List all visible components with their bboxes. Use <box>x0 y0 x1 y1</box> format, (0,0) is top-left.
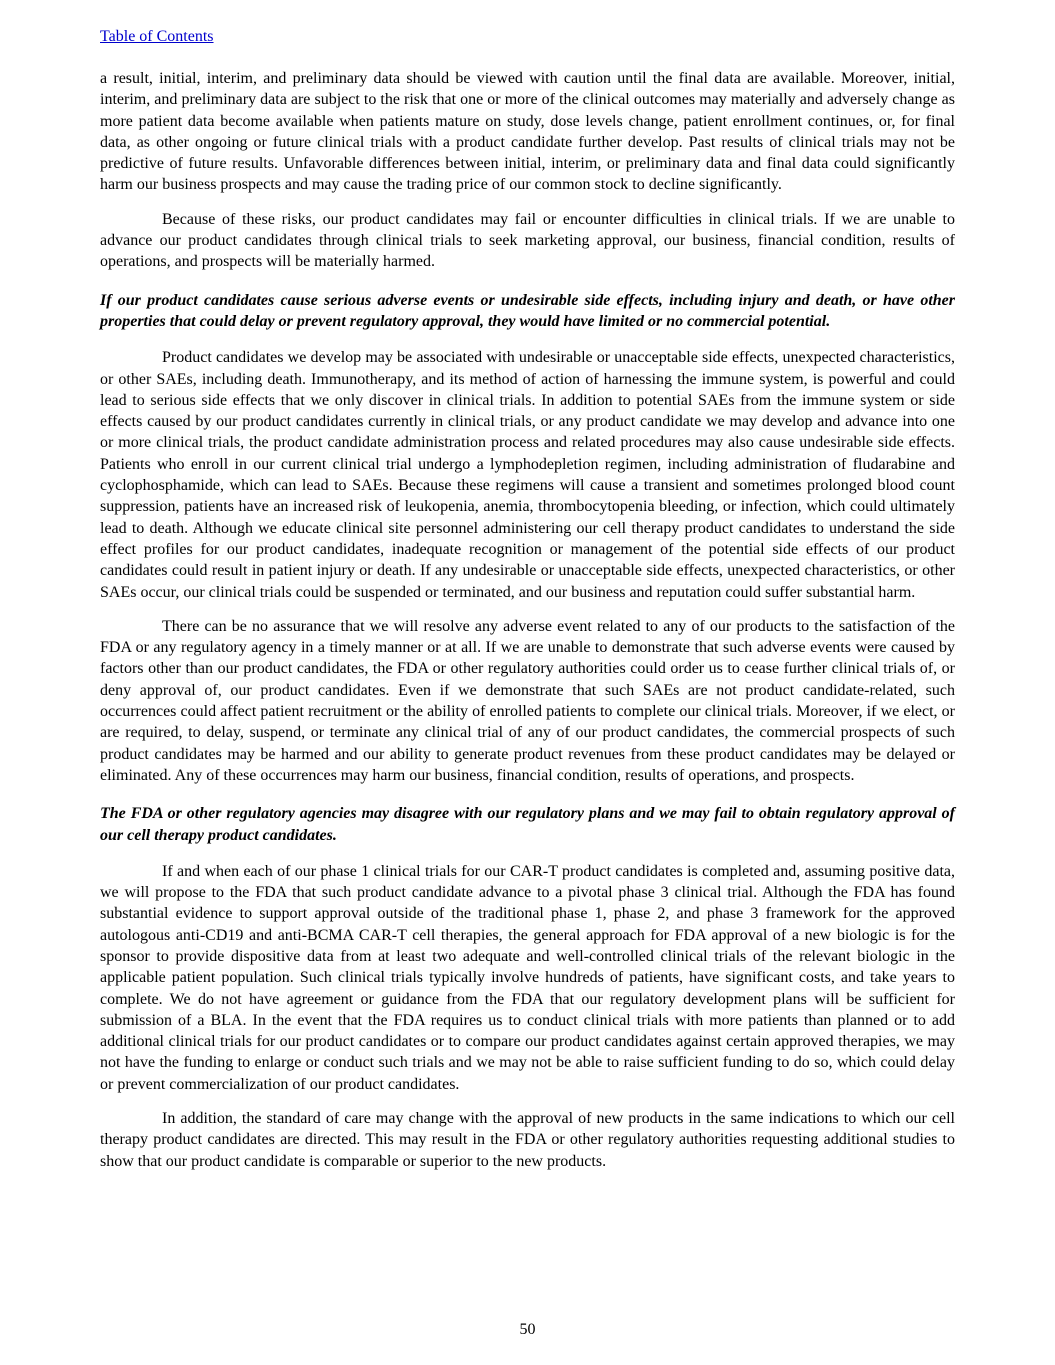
body-paragraph: Product candidates we develop may be associated with undesirable or unacceptable side effects, unexpected characteristics, or other SAEs, including death. Immunotherapy, and its method of action of harnessing the immune system, is powerful and could lead to serious side effects that we only discover in clinical trials. In addition to potential SAEs from the immune system or side effects caused by our product candidates currently in clinical trials, or any product candidate we may develop and advance into one or more clinical trials, the product candidate administration process and related procedures may also cause undesirable side effects. Patients who enroll in our current clinical trial undergo a lymphodepletion regimen, including administration of fludarabine and cyclophosphamide, which can lead to SAEs. Because these regimens will cause a transient and sometimes prolonged blood count suppression, patients have an increased risk of leukopenia, anemia, thrombocytopenia bleeding, or infection, which could ultimately lead to death. Although we educate clinical site personnel administering our cell therapy product candidates to understand the side effect profiles for our product candidates, inadequate recognition or management of the potential side effects of our product candidates could result in patient injury or death. If any undesirable or unacceptable side effects, unexpected characteristics, or other SAEs occur, our clinical trials could be suspended or terminated, and our business and reputation could suffer substantial harm. <box>100 349 955 601</box>
body-paragraph: If and when each of our phase 1 clinical trials for our CAR-T product candidates is completed and, assuming positive data, we will propose to the FDA that such product candidate advance to a pivotal phase 3 clinical trial. Although the FDA has found substantial evidence to support approval outside of the traditional phase 1, phase 2, and phase 3 framework for the approved autologous anti-CD19 and anti-BCMA CAR-T cell therapies, the general approach for FDA approval of a new biologic is for the sponsor to provide dispositive data from at least two adequate and well-controlled clinical trials of the relevant biologic in the applicable patient population. Such clinical trials typically involve hundreds of patients, have significant costs, and take years to complete. We do not have agreement or guidance from the FDA that our regulatory development plans will be sufficient for submission of a BLA. In the event that the FDA requires us to conduct clinical trials with more patients than planned or to add additional clinical trials for our product candidates or to compare our product candidates against certain approved therapies, we may not have the funding to enlarge or conduct such trials and we may not be able to raise sufficient funding to do so, which could delay or prevent commercialization of our product candidates. <box>100 862 955 1093</box>
body-paragraph: Because of these risks, our product candidates may fail or encounter difficulties in clinical trials. If we are unable to advance our product candidates through clinical trials to seek marketing approval, our business, financial condition, results of operations, and prospects will be materially harmed. <box>100 210 955 271</box>
risk-factor-heading: The FDA or other regulatory agencies may disagree with our regulatory plans and we may fail to obtain regulatory approval of our cell therapy product candidates. <box>100 805 955 844</box>
body-paragraph: a result, initial, interim, and preliminary data should be viewed with caution until the final data are available. Moreover, initial, interim, and preliminary data are subject to the risk that one or more of the clinical outcomes may materially and adversely change as more patient data become available when patients mature on study, dose levels change, patient enrollment continues, or, for final data, as other ongoing or future clinical trials with a product candidate further develop. Past results of clinical trials may not be predictive of future results. Unfavorable differences between initial, interim, or preliminary data and final data could significantly harm our business prospects and may cause the trading price of our common stock to decline significantly. <box>100 70 955 194</box>
body-paragraph: There can be no assurance that we will resolve any adverse event related to any of our products to the satisfaction of the FDA or any regulatory agency in a timely manner or at all. If we are unable to demonstrate that such adverse events were caused by factors other than our product candidates, the FDA or other regulatory authorities could order us to cease further clinical trials of, or deny approval of, our product candidates. Even if we demonstrate that such SAEs are not product candidate-related, such occurrences could affect patient recruitment or the ability of enrolled patients to complete our clinical trials. Moreover, if we elect, or are required, to delay, suspend, or terminate any clinical trial of any of our product candidates, the commercial prospects of such product candidates may be harmed and our ability to generate product revenues from these product candidates may be delayed or eliminated. Any of these occurrences may harm our business, financial condition, results of operations, and prospects. <box>100 617 955 784</box>
table-of-contents-link[interactable]: Table of Contents <box>100 28 214 45</box>
document-content <box>100 68 955 1172</box>
risk-factor-heading: If our product candidates cause serious adverse events or undesirable side effects, including injury and death, or have other properties that could delay or prevent regulatory approval, they would have limited or no commercial potential. <box>100 291 955 330</box>
page-number: 50 <box>519 1321 536 1338</box>
body-paragraph: In addition, the standard of care may change with the approval of new products in the same indications to which our cell therapy product candidates are directed. This may result in the FDA or other regulatory authorities requesting additional studies to show that our product candidate is comparable or superior to the new products. <box>100 1110 955 1170</box>
